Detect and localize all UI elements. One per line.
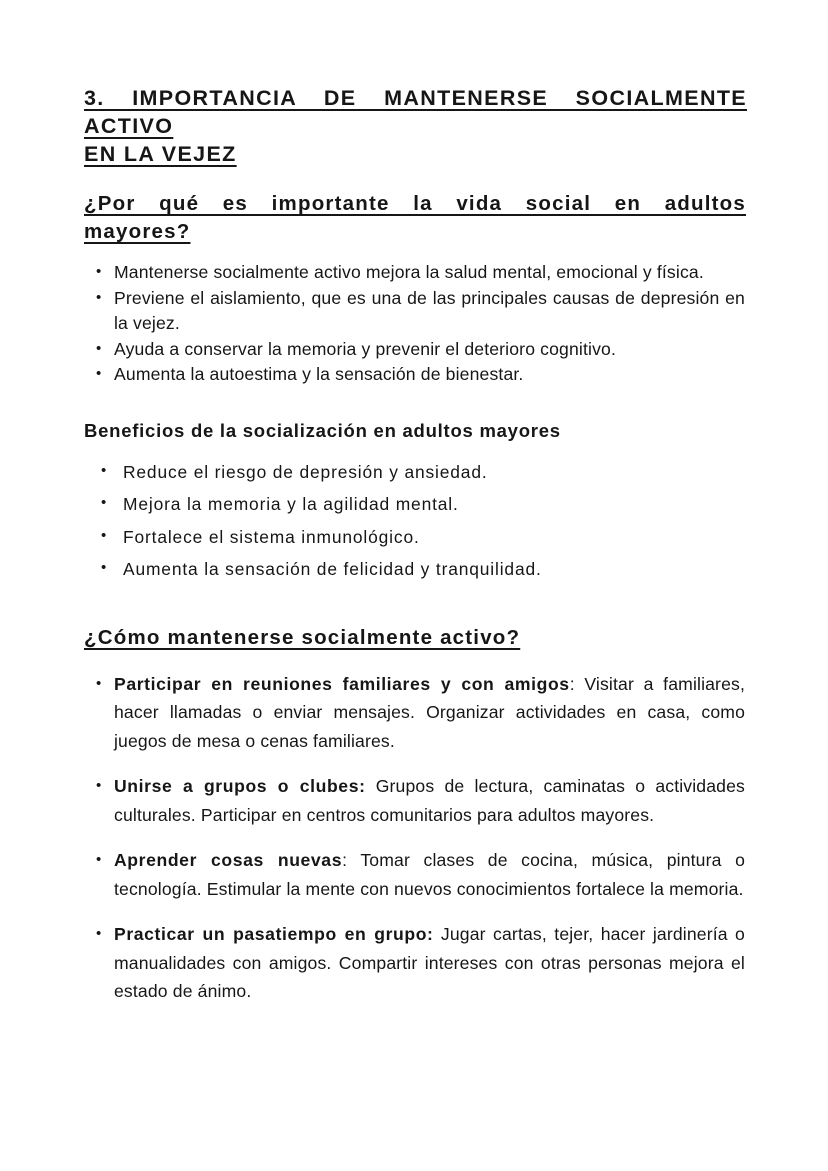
spacer [84, 168, 745, 190]
how-to-list [84, 670, 745, 1006]
list-item [96, 286, 745, 337]
benefits-why-list [84, 260, 745, 388]
list-item-text: Previene el aislamiento, que es una de las principales causas de depresión en la vejez. [114, 287, 745, 333]
list-item-text: Fortalece el sistema inmunológico. [123, 526, 420, 547]
section-heading-line-1: ¿Cómo mantenerse socialmente activo? [84, 625, 521, 649]
list-item-text: : Tomar clases de cocina, música, pintura o tecnología. Estimular la mente con nuevos conocimientos fortalece la memoria. [114, 850, 746, 899]
document-title-line-2: EN LA VEJEZ [84, 142, 237, 166]
section-heading-how-to-stay-active [84, 624, 746, 652]
list-item-lead: Aprender cosas nuevas [114, 850, 343, 870]
list-item-text: Reduce el riesgo de depresión y ansiedad. [123, 461, 488, 482]
bullet-icon: • [96, 674, 102, 692]
list-item-text: Ayuda a conservar la memoria y prevenir el deterioro cognitivo. [114, 338, 616, 359]
list-item-lead: Unirse a grupos o clubes: [114, 776, 366, 796]
list-item [96, 337, 745, 363]
list-item-text: Jugar cartas, tejer, hacer jardinería o manualidades con amigos. Compartir intereses con otras personas mejora el estado de ánimo. [114, 924, 745, 1001]
bullet-icon: • [101, 526, 108, 544]
bullet-icon: • [101, 494, 108, 511]
list-item [101, 557, 745, 582]
list-item [96, 670, 745, 756]
spacer [84, 388, 745, 418]
bullet-icon: • [101, 559, 108, 576]
bullet-icon: • [96, 365, 102, 382]
section-heading-benefits: Beneficios de la socialización en adultos mayores [84, 419, 561, 441]
section-heading-line-1: ¿Por qué es importante la vida social en adultos [84, 192, 746, 215]
list-item-lead: Practicar un pasatiempo en grupo: [114, 924, 434, 944]
list-item [101, 492, 745, 517]
section-heading-why-social-life [84, 190, 746, 246]
list-item-text: Mejora la memoria y la agilidad mental. [123, 494, 459, 514]
list-item [96, 362, 745, 388]
list-item [96, 772, 745, 829]
list-item [101, 525, 745, 550]
bullet-icon: • [96, 339, 102, 357]
list-item [96, 260, 745, 286]
list-item-text: Grupos de lectura, caminatas o actividades culturales. Participar en centros comunitarios para adultos mayores. [114, 776, 745, 825]
bullet-icon: • [96, 777, 102, 794]
list-item [96, 846, 745, 903]
list-item-lead: Participar en reuniones familiares y con amigos [114, 673, 570, 694]
bullet-icon: • [96, 263, 102, 280]
bullet-icon: • [96, 288, 102, 306]
list-item-text: : Visitar a familiares, hacer llamadas o enviar mensajes. Organizar actividades en casa, como juegos de mesa o cenas familiares. [114, 673, 745, 751]
benefits-list [84, 460, 745, 582]
bullet-icon: • [96, 925, 102, 942]
list-item [96, 920, 745, 1006]
bullet-icon: • [101, 461, 108, 479]
spacer [84, 590, 745, 624]
list-item-text: Aumenta la autoestima y la sensación de bienestar. [114, 364, 524, 384]
list-item-text: Mantenerse socialmente activo mejora la salud mental, emocional y física. [114, 262, 704, 282]
section-heading-line-2: mayores? [84, 220, 191, 243]
document-title [84, 84, 747, 168]
list-item [101, 460, 745, 485]
list-item-text: Aumenta la sensación de felicidad y tranquilidad. [123, 559, 542, 579]
document-title-line-1: 3. IMPORTANCIA DE MANTENERSE SOCIALMENTE ACTIVO [84, 86, 747, 138]
bullet-icon: • [96, 851, 102, 868]
